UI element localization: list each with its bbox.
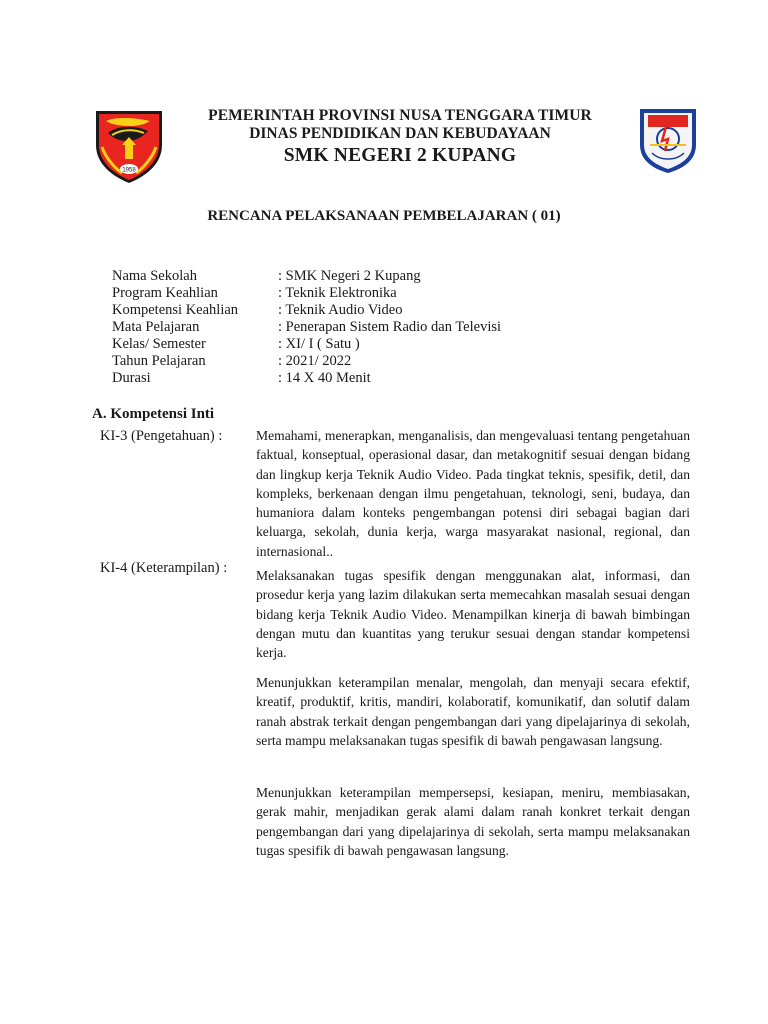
identity-row (112, 370, 501, 387)
identity-value: : Penerapan Sistem Radio dan Televisi (278, 319, 502, 335)
identity-row (112, 302, 501, 319)
ki4-paragraph-2: Menunjukkan keterampilan menalar, mengolah, dan menyaji secara efektif, kreatif, produktif, kritis, mandiri, kolaboratif, komunikatif, dan solutif dalam ranah abstrak terkait dengan pengembangan dari yang dipelajarinya di sekolah, serta mampu melaksanakan tugas spesifik di bawah pengawasan langsung. (256, 675, 690, 748)
ki4-paragraph-1: Melaksanakan tugas spesifik dengan menggunakan alat, informasi, dan prosedur kerja yang lazim dilakukan serta memecahkan masalah sesuai dengan bidang kerja Teknik Audio Video. Menampilkan kinerja di bawah bimbingan dengan mutu dan kuantitas yang terukur sesuai dengan standar kompetensi kerja. (256, 568, 690, 661)
ki3-text: Memahami, menerapkan, menganalisis, dan mengevaluasi tentang pengetahuan faktual, konseptual, operasional dasar, dan metakognitif sesuai dengan bidang dan lingkup kerja Teknik Audio Video. Pada tingkat teknis, spesifik, detil, dan kompleks, berkenaan dengan ilmu pengetahuan, teknologi, seni, budaya, dan humaniora dalam konteks pengembangan potensi diri sebagai bagian dari keluarga, sekolah, dunia kerja, warga masyarakat nasional, regional, dan internasional.. (256, 428, 690, 559)
identity-row (112, 285, 501, 302)
document-title: RENCANA PELAKSANAAN PEMBELAJARAN ( 01) (207, 208, 561, 224)
ki3-label: KI-3 (Pengetahuan) : (100, 428, 223, 444)
identity-value: : XI/ I ( Satu ) (278, 336, 360, 352)
emblem-year-text: 1958 (122, 167, 136, 174)
identity-row (112, 268, 501, 285)
identity-value: : 2021/ 2022 (278, 353, 352, 369)
header-department-line: DINAS PENDIDIKAN DAN KEBUDAYAAN (249, 125, 551, 142)
provincial-emblem-logo (92, 107, 166, 185)
identity-label: Nama Sekolah (112, 268, 197, 284)
ki4-paragraph-3: Menunjukkan keterampilan mempersepsi, kesiapan, meniru, membiasakan, gerak mahir, menjadikan gerak alami dalam ranah konkret terkait dengan pengembangan dari yang dipelajarinya di sekolah, serta mampu melaksanakan tugas spesifik di bawah pengawasan langsung. (256, 785, 690, 858)
identity-label: Program Keahlian (112, 285, 218, 301)
identity-row (112, 336, 501, 353)
header-school-name: SMK NEGERI 2 KUPANG (283, 145, 517, 166)
ki4-label: KI-4 (Keterampilan) : (100, 560, 228, 576)
identity-value: : SMK Negeri 2 Kupang (278, 268, 421, 284)
identity-label: Kelas/ Semester (112, 336, 206, 352)
identity-row (112, 319, 501, 336)
section-a-title: A. Kompetensi Inti (92, 406, 215, 422)
identity-value: : Teknik Elektronika (278, 285, 397, 301)
identity-value: : 14 X 40 Menit (278, 370, 371, 386)
identity-label: Mata Pelajaran (112, 319, 200, 335)
identity-label: Durasi (112, 370, 151, 386)
identity-value: : Teknik Audio Video (278, 302, 403, 318)
identity-label: Tahun Pelajaran (112, 353, 206, 369)
header-government-line: PEMERINTAH PROVINSI NUSA TENGGARA TIMUR (208, 107, 592, 124)
identity-label: Kompetensi Keahlian (112, 302, 239, 318)
school-logo (636, 105, 700, 175)
identity-table (112, 268, 501, 387)
identity-row (112, 353, 501, 370)
